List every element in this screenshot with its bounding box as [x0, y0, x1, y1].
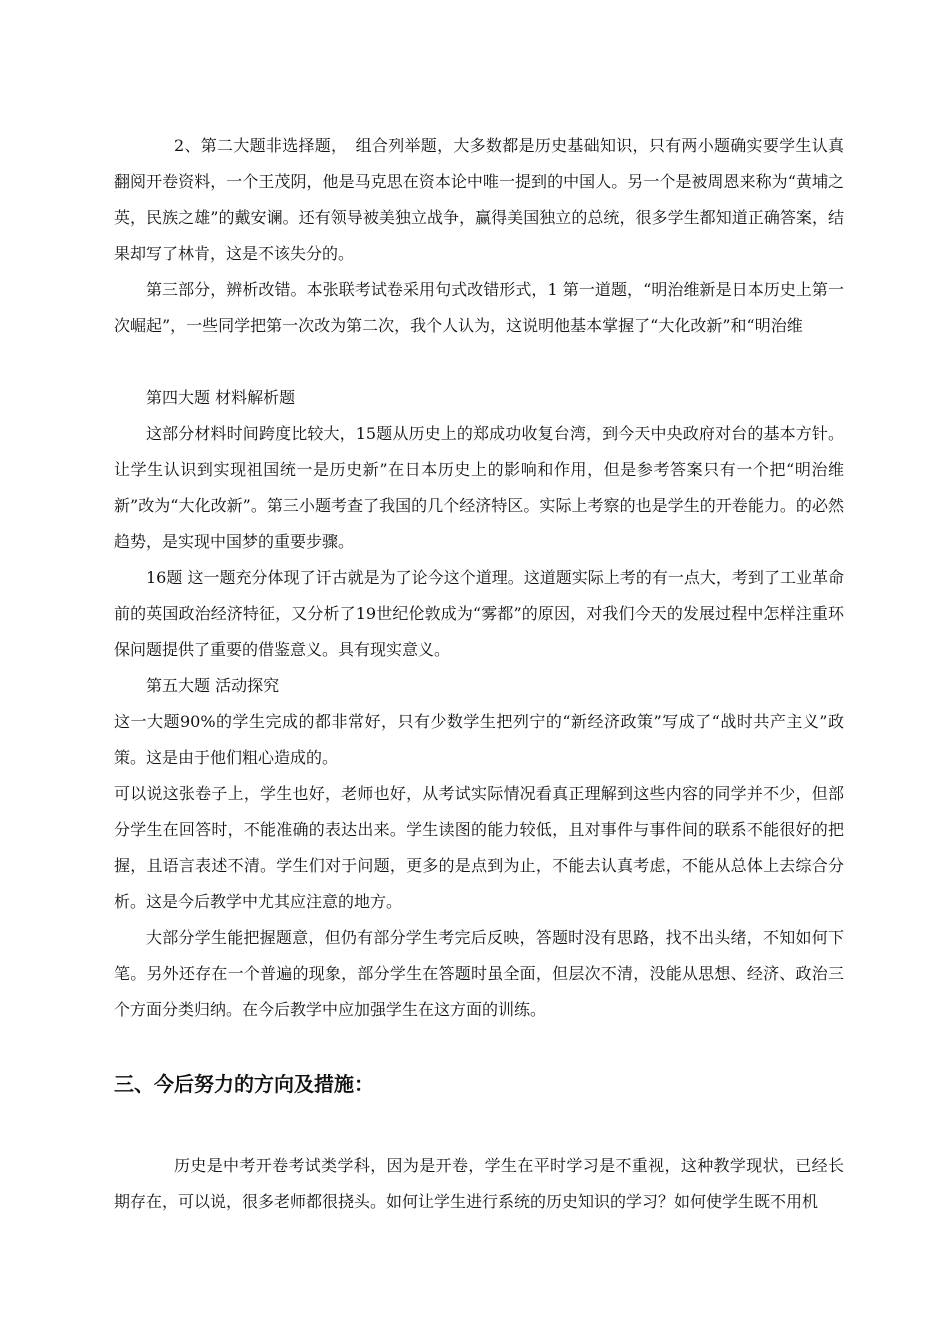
paragraph-question-16: 16题 这一题充分体现了讦古就是为了论今这个道理。这道题实际上考的有一点大，考到了工业革命前的英国政治经济特征，又分析了19世纪伦敦成为“雾都”的原因，对我们今天的发展过程中怎样注重环保问题提供了重要的借鉴意义。具有现实意义。 — [114, 568, 844, 659]
subheading-activity-inquiry: 第五大题 活动探究 — [146, 676, 280, 695]
section-heading-future-measures: 三、今后努力的方向及措施： — [114, 1072, 374, 1096]
subheading-material-analysis: 第四大题 材料解析题 — [146, 388, 296, 407]
paragraph-non-choice-questions: 2、第二大题非选择题， 组合列举题，大多数都是历史基础知识，只有两小题确实要学生认真翻阅开卷资料，一个王茂阴，他是马克思在资本论中唯一提到的中国人。另一个是被周恩来称为“黄埔之英，民族之雄”的戴安谰。还有领导被美独立战争，赢得美国独立的总统，很多学生都知道正确答案，结果却写了林肯，这是不该失分的。 — [114, 136, 844, 263]
paragraph-error-correction: 第三部分，辨析改错。本张联考试卷采用句式改错形式，1 第一道题，“明治维新是日本历史上第一次崛起”，一些同学把第一次改为第二次，我个人认为，这说明他基本掌握了“大化改新”和“明治维 — [114, 280, 844, 335]
paragraph-overall-analysis: 可以说这张卷子上，学生也好，老师也好，从考试实际情况看真正理解到这些内容的同学并不少，但部分学生在回答时，不能准确的表达出来。学生读图的能力较低，且对事件与事件间的联系不能很好的把握，且语言表述不清。学生们对于问题，更多的是点到为止，不能去认真考虑，不能从总体上去综合分析。这是今后教学中尤其应注意的地方。 — [114, 784, 844, 911]
paragraph-answering-issues: 大部分学生能把握题意，但仍有部分学生考完后反映，答题时没有思路，找不出头绪，不知如何下笔。另外还存在一个普遍的现象，部分学生在答题时虽全面，但层次不清，没能从思想、经济、政治三个方面分类归纳。在今后教学中应加强学生在这方面的训练。 — [114, 928, 844, 1019]
paragraph-activity-inquiry: 这一大题90%的学生完成的都非常好，只有少数学生把列宁的“新经济政策”写成了“战时共产主义”政策。这是由于他们粗心造成的。 — [114, 712, 844, 767]
paragraph-history-open-book: 历史是中考开卷考试类学科，因为是开卷，学生在平时学习是不重视，这种教学现状，已经长期存在，可以说，很多老师都很挠头。如何让学生进行系统的历史知识的学习？如何使学生既不用机 — [114, 1156, 844, 1211]
paragraph-material-analysis: 这部分材料时间跨度比较大，15题从历史上的郑成功收复台湾，到今天中央政府对台的基本方针。让学生认识到实现祖国统一是历史新”在日本历史上的影响和作用，但是参考答案只有一个把“明治维新”改为“大化改新”。第三小题考查了我国的几个经济特区。实际上考察的也是学生的开卷能力。的必然趋势，是实现中国梦的重要步骤。 — [114, 424, 844, 551]
